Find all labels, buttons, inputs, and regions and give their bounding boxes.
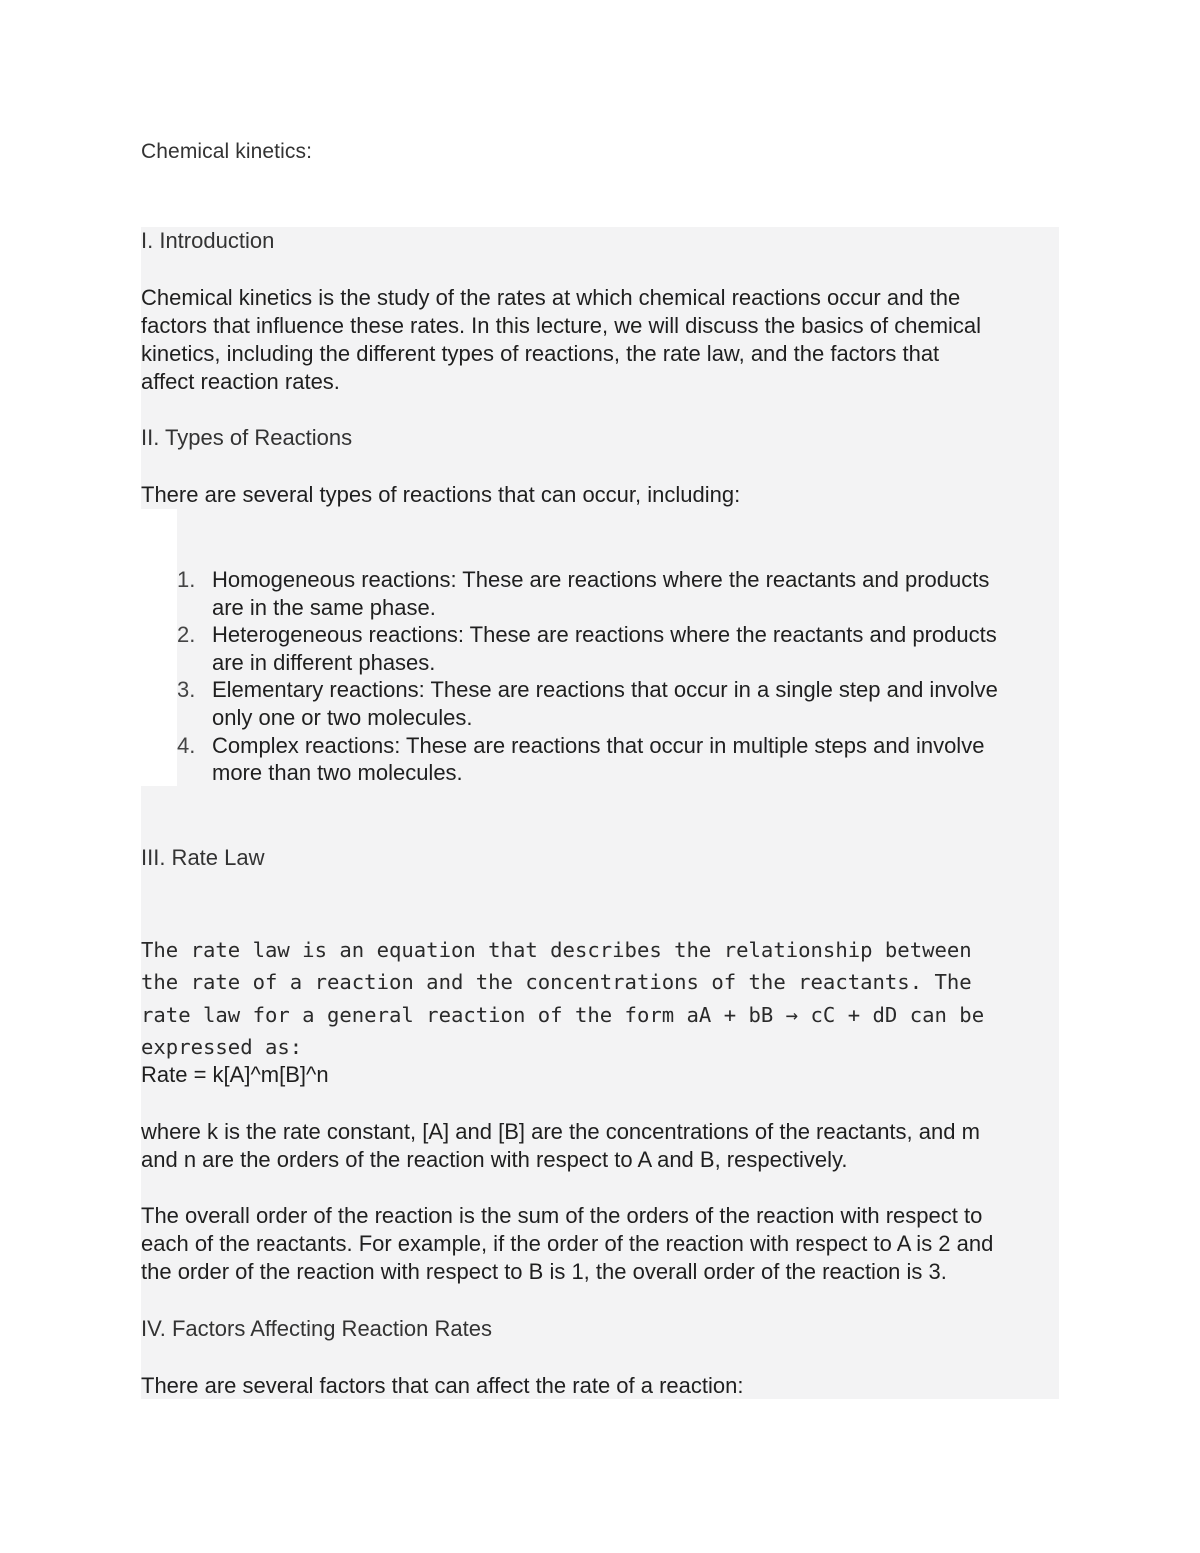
reaction-types-list: [141, 566, 1059, 787]
paragraph-line: where k is the rate constant, [A] and [B] are the concentrations of the reactants, and m: [141, 1119, 980, 1144]
section-heading-types: II. Types of Reactions: [141, 425, 353, 450]
list-item: [141, 676, 1059, 731]
list-item-text: more than two molecules.: [212, 760, 463, 786]
paragraph-line: The overall order of the reaction is the sum of the orders of the reaction with respect to: [141, 1203, 983, 1228]
code-line: the rate of a reaction and the concentrations of the reactants. The: [141, 970, 972, 994]
list-item-text: only one or two molecules.: [212, 704, 473, 730]
paragraph-line: the order of the reaction with respect to B is 1, the overall order of the reaction is 3.: [141, 1259, 947, 1284]
list-item-number: 1.: [177, 567, 196, 592]
paragraph-line: Chemical kinetics is the study of the rates at which chemical reactions occur and the: [141, 285, 961, 310]
list-item-text: Complex reactions: These are reactions that occur in multiple steps and involve: [212, 732, 985, 758]
document-title: Chemical kinetics:: [141, 140, 313, 163]
list-item: [141, 621, 1059, 676]
list-item-text: are in different phases.: [212, 649, 436, 675]
code-line: rate law for a general reaction of the form aA + bB → cC + dD can be: [141, 1002, 985, 1027]
list-item-text: Elementary reactions: These are reactions that occur in a single step and involve: [212, 677, 998, 703]
list-item-number: 2.: [177, 622, 196, 648]
paragraph-line: and n are the orders of the reaction with respect to A and B, respectively.: [141, 1147, 848, 1172]
rate-law-where-paragraph: [141, 1118, 980, 1174]
section-heading-rate-law: III. Rate Law: [141, 845, 265, 870]
paragraph-line: affect reaction rates.: [141, 369, 340, 394]
list-item-number: 4.: [177, 732, 196, 758]
section-heading-factors: IV. Factors Affecting Reaction Rates: [141, 1316, 492, 1341]
list-item-text: Homogeneous reactions: These are reactions where the reactants and products: [212, 567, 990, 592]
types-lead-paragraph: There are several types of reactions that can occur, including:: [141, 482, 741, 507]
list-item-text: are in the same phase.: [212, 594, 436, 620]
paragraph-line: factors that influence these rates. In this lecture, we will discuss the basics of chemical: [141, 313, 982, 338]
list-item-number: 3.: [177, 677, 196, 703]
list-item: [141, 566, 1059, 621]
factors-lead-paragraph: There are several factors that can affect the rate of a reaction:: [141, 1373, 744, 1398]
paragraph-line: kinetics, including the different types of reactions, the rate law, and the factors that: [141, 341, 940, 366]
list-item-text: Heterogeneous reactions: These are reactions where the reactants and products: [212, 622, 997, 648]
introduction-paragraph: [141, 284, 981, 396]
overall-order-paragraph: [141, 1202, 993, 1286]
rate-law-code-paragraph: [141, 901, 984, 1064]
code-line: expressed as:: [141, 1035, 303, 1059]
section-heading-introduction: I. Introduction: [141, 228, 275, 253]
rate-equation: Rate = k[A]^m[B]^n: [141, 1062, 329, 1087]
paragraph-line: each of the reactants. For example, if the order of the reaction with respect to A is 2 and: [141, 1231, 994, 1256]
code-line: The rate law is an equation that describes the relationship between: [141, 937, 972, 962]
list-item: [141, 732, 1059, 787]
